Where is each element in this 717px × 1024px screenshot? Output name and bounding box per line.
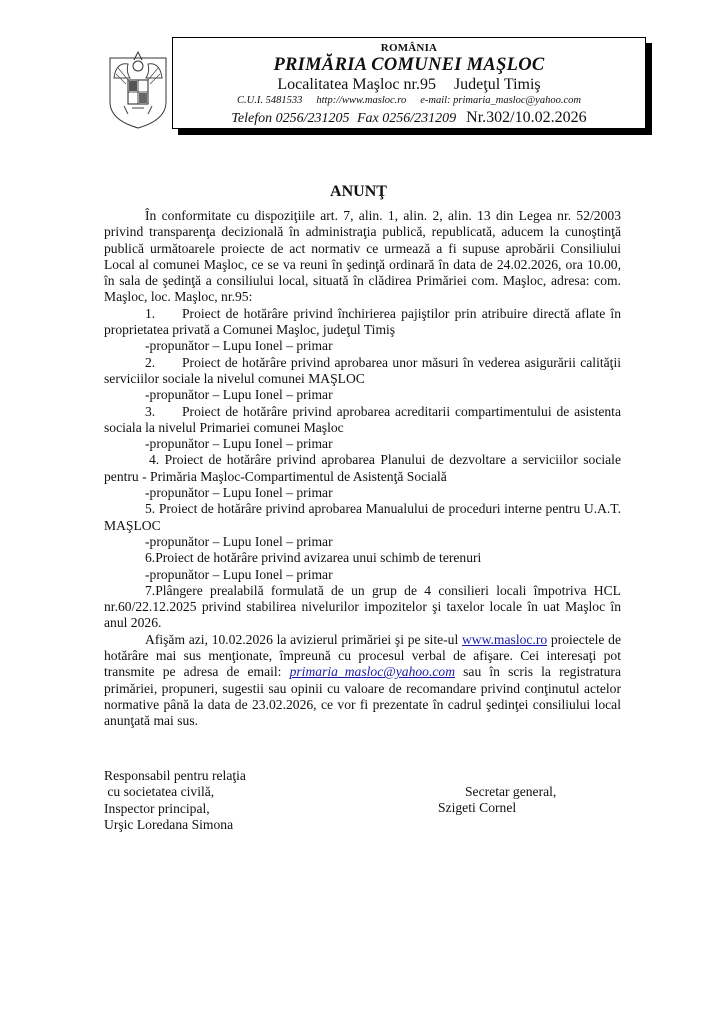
email-link[interactable]: primaria_masloc@yahoo.com [289,664,456,680]
item-number: 2. [145,354,156,370]
document-title: ANUNŢ [330,183,387,200]
closing-paragraph [104,632,621,730]
signature-title: Inspector principal, [104,800,210,816]
item-number: 6. [145,550,156,566]
agenda-item-3 [104,404,621,437]
closing-text: sau în scris la registratura primăriei, propuneri, sugestii sau opinii cu valoare de recomandare privind conţinutul actelor normative până la data de 23.02.2026, ce vor fi prezentate în cadrul şedinţei consiliului local anunţată mai sus. [104,664,621,729]
item-text: Proiect de hotărâre privind aprobarea Manualului de proceduri interne pentru U.A.T. MAŞLOC [104,501,622,533]
agenda-item-1 [104,306,621,339]
item-text: Proiect de hotărâre privind avizarea unui schimb de terenuri [155,550,482,566]
item-proposer: -propunător – Lupu Ionel – primar [145,387,333,403]
item-number: 1. [145,305,156,321]
closing-text: Afişăm azi, 10.02.2026 la avizierul primăriei şi pe site-ul [145,631,462,647]
agenda-item-7 [104,583,621,632]
item-proposer: -propunător – Lupu Ionel – primar [145,485,333,501]
signature-left [104,768,246,833]
email-text: e-mail: primaria_masloc@yahoo.com [420,95,581,106]
signature-name: Urşic Loredana Simona [104,816,234,832]
item-proposer: -propunător – Lupu Ionel – primar [145,533,333,549]
agenda-item-6 [104,550,621,566]
item-proposer: -propunător – Lupu Ionel – primar [145,436,333,452]
item-number: 4. [149,452,160,468]
locality: Localitatea Maşloc nr.95 [277,76,436,93]
phone-line [173,108,645,128]
signature-right [438,784,556,817]
fax: Fax 0256/231209 [357,111,457,126]
signature-role: cu societatea civilă, [104,784,215,800]
item-text: Proiect de hotărâre privind aprobarea unor măsuri în vederea asigurării calităţii serviciilor sociale la nivelul comunei MAŞLOC [104,354,621,386]
item-proposer: -propunător – Lupu Ionel – primar [145,338,333,354]
contact-line [173,94,645,108]
coat-of-arms-icon [106,44,170,130]
registration-number: Nr.302/10.02.2026 [466,109,587,126]
institution-name: PRIMĂRIA COMUNEI MAŞLOC [273,55,545,75]
item-text: Proiect de hotărâre privind aprobarea acreditarii compartimentului de asistenta sociala la nivelul Primariei comunei Maşloc [104,403,621,435]
cui: C.U.I. 5481533 [237,95,303,106]
item-number: 5. [145,501,156,517]
signature-role: Responsabil pentru relaţia [104,768,246,783]
item-number: 3. [145,403,156,419]
agenda-item-2 [104,355,621,388]
item-text: Proiect de hotărâre privind închirierea pajiştilor prin atribuire directă aflate în proprietatea privată a Comunei Maşloc, judeţul Timiş [104,305,621,338]
item-text: Plângere prealabilă formulată de un grup de 4 consilieri locali împotriva HCL nr.60/22.12.2025 privind stabilirea nivelurilor impozitelor şi taxelor locale în uat Maşloc în anul 2026. [104,582,621,631]
item-text: Proiect de hotărâre privind aprobarea Planului de dezvoltare a serviciilor sociale pentru - Primăria Maşloc-Compartimentul de Asistenţă Socială [104,452,621,484]
letterhead [172,37,646,129]
phone: Telefon 0256/231205 [231,111,350,126]
document-body [104,208,621,730]
agenda-item-4 [104,452,621,485]
signature-name: Szigeti Cornel [438,800,517,816]
website-text: http://www.masloc.ro [316,95,407,106]
agenda-item-5 [104,501,621,534]
address-line [173,75,645,94]
county: Judeţul Timiş [453,76,541,93]
intro-paragraph: În conformitate cu dispoziţiile art. 7, alin. 1, alin. 2, alin. 13 din Legea nr. 52/2003 privind transparenţa decizională în administraţia publică, republicată, aducem la cunoştinţă publică următoarele proiecte de act normativ ce urmează a fi supuse aprobării Consiliului Local al comunei Maşloc, ce se va reuni în şedinţă ordinară în data de 24.02.2026, ora 10.00, în sala de şedinţă a consiliului local, situată în clădirea Primăriei com. Maşloc, adresa: com. Maşloc, loc. Maşloc, nr.95: [104,208,621,305]
country-name: ROMÂNIA [380,42,438,54]
item-proposer: -propunător – Lupu Ionel – primar [145,566,333,582]
item-number: 7. [145,582,156,598]
website-link[interactable]: www.masloc.ro [461,631,548,647]
closing-text: proiectele de hotărâre mai sus menţionate, împreună cu procesul verbal de afişare. Cei interesaţi pot transmite pe adresa de email: [104,631,622,680]
signature-role: Secretar general, [465,784,557,799]
